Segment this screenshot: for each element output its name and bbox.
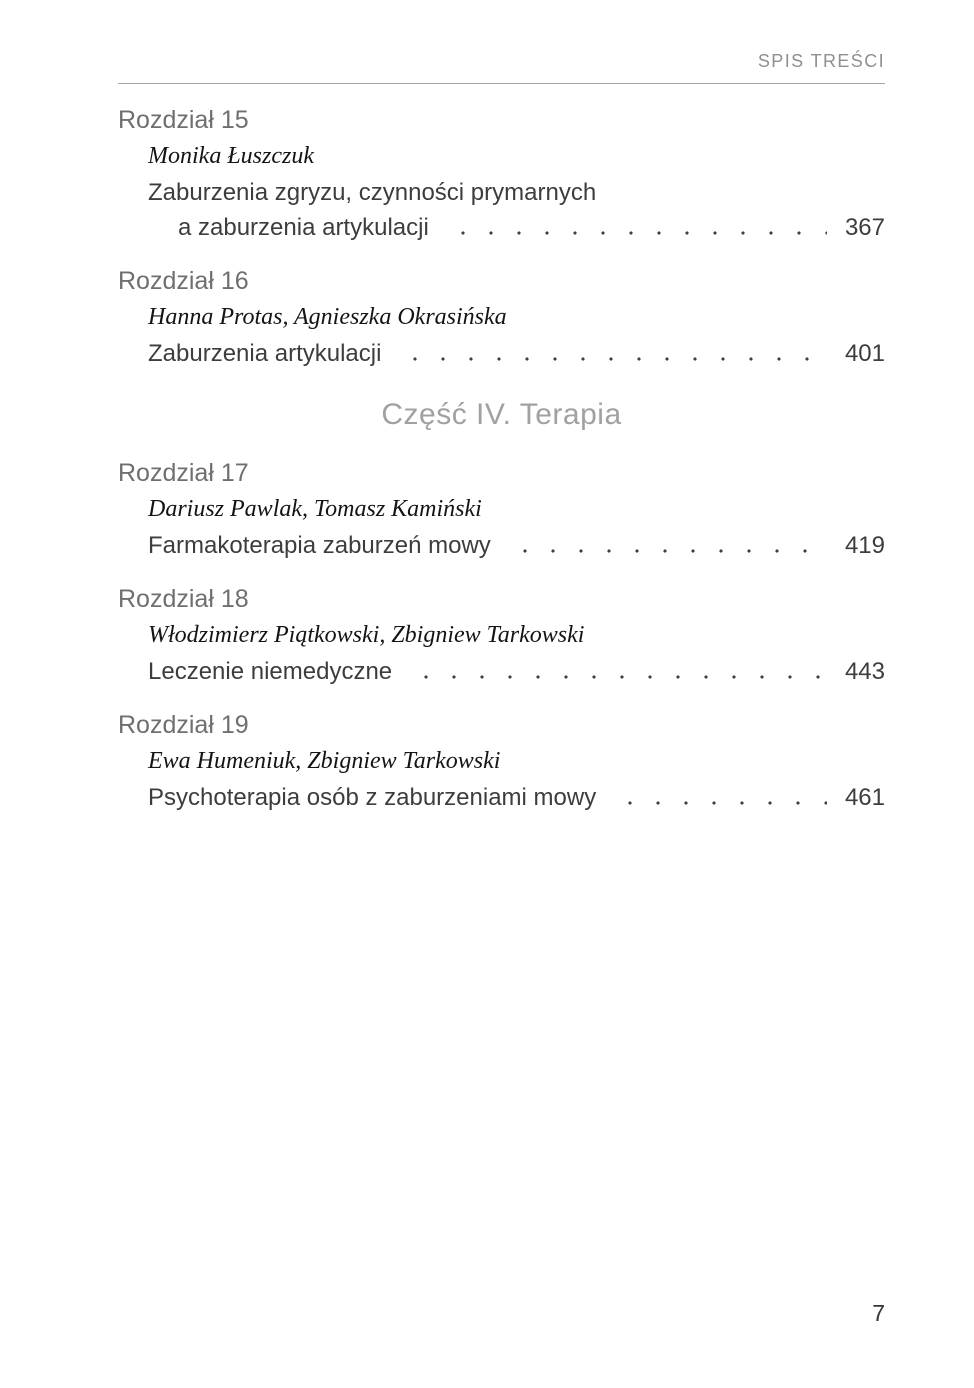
entry-authors: Włodzimierz Piątkowski, Zbigniew Tarkowski <box>148 622 585 648</box>
entry-title-line <box>148 654 885 689</box>
toc-entry-19 <box>118 707 885 815</box>
part-heading: Część IV. Terapia <box>381 398 622 431</box>
toc-entry-15 <box>118 102 885 245</box>
entry-authors: Monika Łuszczuk <box>148 143 314 169</box>
entry-title: Leczenie niemedyczne <box>148 658 393 685</box>
entry-authors: Hanna Protas, Agnieszka Okrasińska <box>148 304 507 330</box>
dot-leader <box>501 549 827 553</box>
dot-leader <box>606 801 827 805</box>
entry-title: Zaburzenia artykulacji <box>148 340 382 367</box>
entry-title: Psychoterapia osób z zaburzeniami mowy <box>148 784 597 811</box>
header-rule <box>118 83 885 84</box>
entry-title-line <box>148 780 885 815</box>
page-number: 401 <box>844 340 885 367</box>
page-number: 443 <box>844 658 885 685</box>
dot-leader <box>391 357 827 361</box>
page-folio: 7 <box>872 1300 885 1326</box>
entry-title: Farmakoterapia zaburzeń mowy <box>148 532 491 559</box>
chapter-label: Rozdział 17 <box>118 459 249 487</box>
chapter-label: Rozdział 15 <box>118 106 249 134</box>
page-number: 367 <box>844 214 885 241</box>
toc-entry-17 <box>118 455 885 563</box>
toc-list <box>118 102 885 815</box>
page-number: 419 <box>844 532 885 559</box>
entry-title-cont: a zaburzenia artykulacji <box>178 214 429 241</box>
chapter-label: Rozdział 16 <box>118 267 249 295</box>
entry-title-continuation <box>178 210 885 245</box>
running-head: SPIS TREŚCI <box>757 51 885 71</box>
dot-leader <box>402 675 827 679</box>
page-number: 461 <box>844 784 885 811</box>
dot-leader <box>439 231 827 235</box>
entry-authors: Ewa Humeniuk, Zbigniew Tarkowski <box>148 748 501 774</box>
entry-title-line <box>148 528 885 563</box>
toc-content <box>118 0 885 815</box>
chapter-label: Rozdział 18 <box>118 585 249 613</box>
toc-entry-16 <box>118 263 885 371</box>
toc-entry-18 <box>118 581 885 689</box>
entry-title: Zaburzenia zgryzu, czynności prymarnych <box>148 179 597 206</box>
entry-authors: Dariusz Pawlak, Tomasz Kamiński <box>148 496 482 522</box>
entry-title-line <box>148 175 885 210</box>
chapter-label: Rozdział 19 <box>118 711 249 739</box>
entry-title-line <box>148 336 885 371</box>
